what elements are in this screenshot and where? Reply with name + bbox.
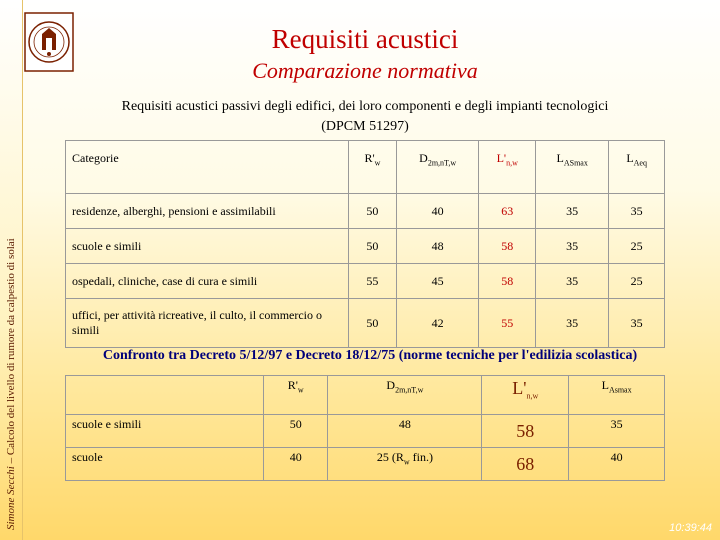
section1-heading-line1: Requisiti acustici passivi degli edifici, dei loro componenti e degli impianti tecnologici xyxy=(121,99,609,114)
cell-cat: uffici, per attività ricreative, il culto, il commercio o simili xyxy=(66,299,349,348)
table-row xyxy=(66,264,665,299)
page-title: Requisiti acustici xyxy=(271,24,459,54)
author-name: Simone Secchi xyxy=(5,466,17,530)
col-lasmax: $L_{Asmax}$ xyxy=(569,376,665,415)
cell-lasmax: 35 xyxy=(569,415,665,448)
col-categorie: Categorie xyxy=(66,141,349,194)
cell-lasmax: 35 xyxy=(536,264,609,299)
table-row xyxy=(66,194,665,229)
cell-lasmax: 35 xyxy=(536,299,609,348)
cell-rw: 50 xyxy=(349,229,397,264)
table-row xyxy=(66,415,665,448)
table-header-row xyxy=(66,376,665,415)
cell-l: 58 xyxy=(479,264,536,299)
col-lasmax: $L_{ASmax}$ xyxy=(536,141,609,194)
table-header-row xyxy=(66,141,665,194)
cell-rw: 50 xyxy=(264,415,328,448)
table-row xyxy=(66,299,665,348)
cell-d: 25 ($R_w$ fin.) xyxy=(328,448,482,481)
cell-cat: scuole e simili xyxy=(66,415,264,448)
col-laeq: $L_{Aeq}$ xyxy=(609,141,665,194)
cell-lasmax: 35 xyxy=(536,229,609,264)
cell-rw: 40 xyxy=(264,448,328,481)
cell-l: 58 xyxy=(482,415,569,448)
dpcm-requirements-table xyxy=(65,140,665,348)
section2-heading: Confronto tra Decreto 5/12/97 e Decreto 18/12/75 (norme tecniche per l'edilizia scolastica) xyxy=(102,348,638,363)
cell-laeq: 35 xyxy=(609,299,665,348)
cell-d: 42 xyxy=(396,299,479,348)
cell-l: 68 xyxy=(482,448,569,481)
col-empty xyxy=(66,376,264,415)
cell-d: 48 xyxy=(328,415,482,448)
table-row xyxy=(66,229,665,264)
cell-cat: scuole e simili xyxy=(66,229,349,264)
cell-rw: 55 xyxy=(349,264,397,299)
decree-comparison-table xyxy=(65,375,665,481)
cell-laeq: 25 xyxy=(609,264,665,299)
cell-rw: 50 xyxy=(349,194,397,229)
cell-cat: ospedali, cliniche, case di cura e simili xyxy=(66,264,349,299)
cell-cat: residenze, alberghi, pensioni e assimilabili xyxy=(66,194,349,229)
cell-l: 55 xyxy=(479,299,536,348)
section1-heading-line2: (DPCM 51297) xyxy=(321,119,409,134)
cell-d: 45 xyxy=(396,264,479,299)
col-d2m: $D_{2m,nT,w}$ xyxy=(396,141,479,194)
cell-laeq: 25 xyxy=(609,229,665,264)
col-rw: $R'_w$ xyxy=(349,141,397,194)
clock-readout: 10:39:44 xyxy=(669,522,712,534)
cell-lasmax: 40 xyxy=(569,448,665,481)
side-topic: – Calcolo del livello di rumore da calpestio di solai xyxy=(5,238,17,467)
cell-lasmax: 35 xyxy=(536,194,609,229)
col-lnw: $L'_{n,w}$ xyxy=(482,376,569,415)
col-d2m: $D_{2m,nT,w}$ xyxy=(328,376,482,415)
col-rw: $R'_w$ xyxy=(264,376,328,415)
cell-l: 58 xyxy=(479,229,536,264)
page-subtitle: Comparazione normativa xyxy=(252,58,478,83)
cell-rw: 50 xyxy=(349,299,397,348)
col-lnw: $L'_{n,w}$ xyxy=(479,141,536,194)
cell-d: 48 xyxy=(396,229,479,264)
cell-l: 63 xyxy=(479,194,536,229)
section1-heading xyxy=(60,97,670,137)
cell-laeq: 35 xyxy=(609,194,665,229)
cell-d: 40 xyxy=(396,194,479,229)
cell-cat: scuole xyxy=(66,448,264,481)
table-row xyxy=(66,448,665,481)
